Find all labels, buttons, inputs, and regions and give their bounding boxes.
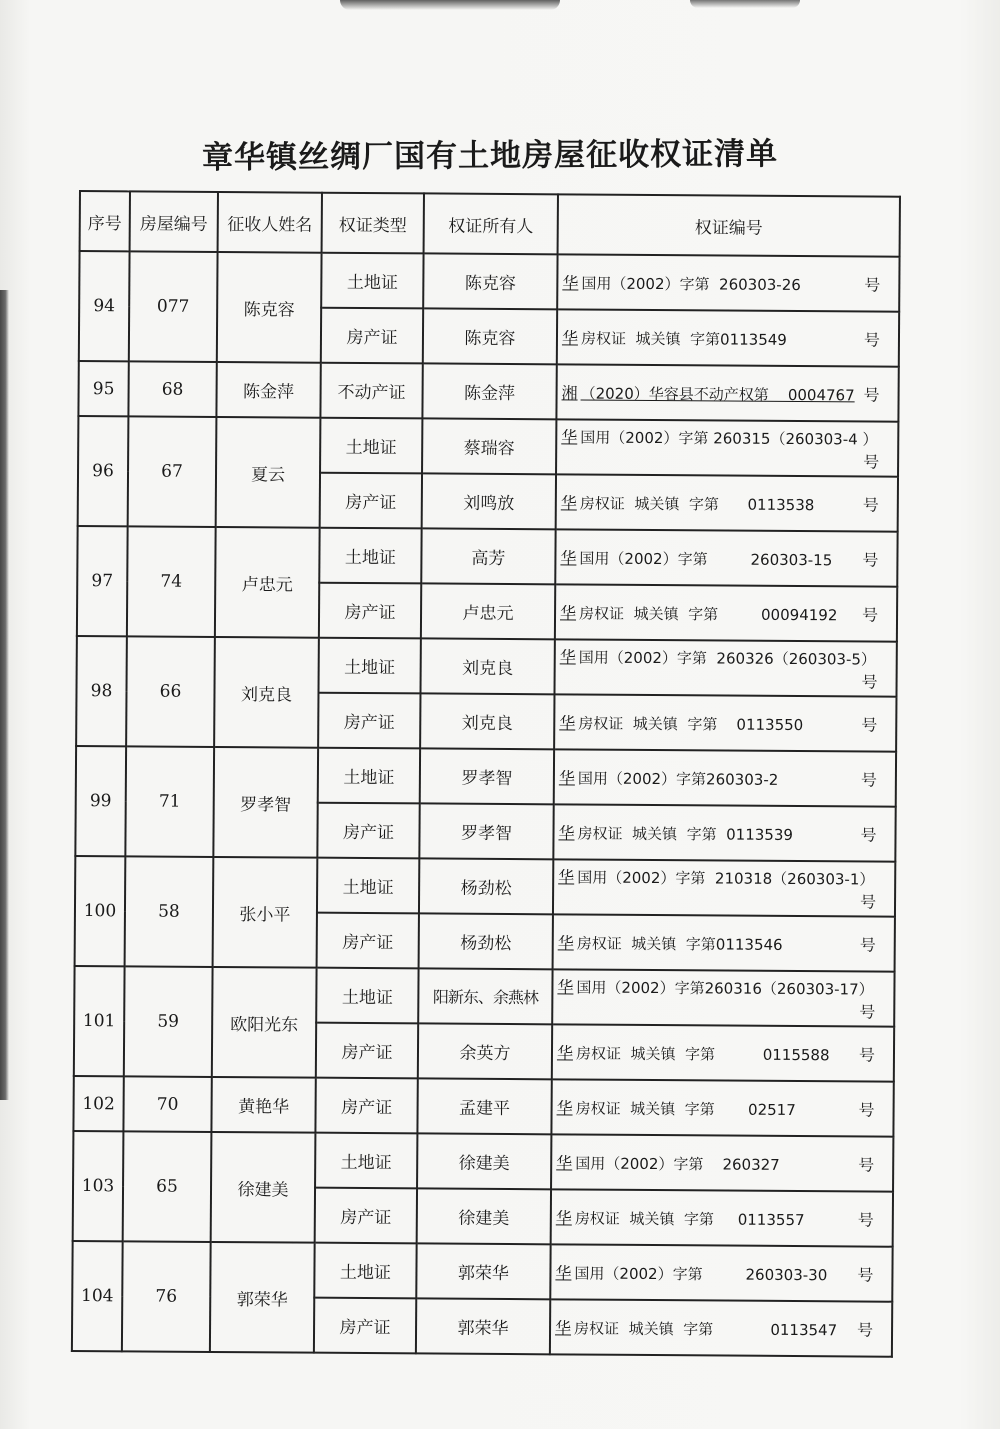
owner-cell: 杨劲松	[419, 913, 553, 969]
seq-cell: 96	[78, 416, 129, 526]
house-no-cell: 76	[122, 1241, 211, 1352]
owner-cell: 郭荣华	[416, 1298, 550, 1354]
cert-type-cell: 土地证	[314, 1243, 416, 1299]
cert-number-cell	[556, 419, 898, 476]
cert-number: 国用（2002）字第260303-2	[577, 769, 779, 789]
cert-type-cell: 土地证	[318, 748, 420, 804]
cert-prefix: 华	[557, 933, 574, 953]
cert-prefix: 华	[558, 823, 575, 843]
cert-number-cell	[551, 1189, 893, 1246]
cert-prefix: 华	[556, 1098, 573, 1118]
owner-cell: 郭荣华	[416, 1243, 550, 1299]
cert-suffix: 号	[858, 1100, 875, 1120]
name-cell: 罗孝智	[213, 747, 318, 858]
cert-number-cell	[554, 749, 896, 806]
cert-suffix: 号	[856, 1320, 874, 1340]
cert-number-cell	[551, 1079, 893, 1136]
house-no-cell: 68	[128, 361, 216, 417]
cert-type-cell: 土地证	[315, 1133, 417, 1189]
header-house-no: 房屋编号	[130, 191, 218, 252]
owner-cell: 高芳	[421, 528, 555, 584]
seq-cell: 104	[72, 1241, 123, 1351]
cert-type-cell: 房产证	[315, 1078, 417, 1134]
seq-cell: 103	[73, 1131, 124, 1241]
table-header-row	[80, 191, 900, 257]
cert-number: 房权证 城关镇 字第0113546	[576, 934, 783, 954]
cert-number: 国用（2002）字第 260315（260303-4 ）	[580, 428, 878, 449]
cert-number: 国用（2002）字第 260327	[575, 1154, 780, 1174]
scan-edge-shadow	[0, 290, 9, 1100]
table-row	[78, 416, 898, 477]
owner-cell: 孟建平	[417, 1078, 551, 1134]
cert-number-cell	[556, 364, 898, 421]
cert-prefix: 华	[555, 1208, 572, 1228]
owner-cell: 杨劲松	[419, 858, 553, 914]
cert-number-cell	[556, 474, 898, 531]
seq-cell: 99	[75, 746, 126, 856]
cert-prefix: 华	[558, 768, 575, 788]
owner-cell: 罗孝智	[420, 748, 554, 804]
cert-type-cell: 房产证	[314, 1298, 416, 1354]
cert-type-cell: 土地证	[318, 638, 420, 694]
cert-number: 房权证 城关镇 字第 00094192	[579, 604, 838, 625]
table-row	[73, 1076, 893, 1137]
owner-cell: 陈金萍	[422, 363, 556, 419]
seq-cell: 97	[77, 526, 128, 636]
owner-cell: 徐建美	[417, 1188, 551, 1244]
cert-number-cell	[553, 804, 895, 861]
owner-cell: 徐建美	[417, 1133, 551, 1189]
cert-prefix: 华	[559, 646, 576, 666]
cert-number-cell	[553, 859, 895, 916]
table-row	[76, 746, 896, 807]
owner-cell: 陈克容	[423, 308, 557, 364]
name-cell: 卢忠元	[215, 527, 320, 638]
cert-number: 国用（2002）字第 260326（260303-5）	[578, 648, 877, 669]
owner-cell: 卢忠元	[421, 583, 555, 639]
house-no-cell: 58	[125, 856, 214, 967]
table-row	[75, 856, 895, 917]
table-row	[78, 361, 898, 422]
cert-type-cell: 土地证	[316, 968, 418, 1024]
cert-number: 国用（2002）字第 260303-15	[579, 549, 833, 570]
house-no-cell: 70	[123, 1076, 211, 1132]
cert-type-cell: 土地证	[319, 528, 421, 584]
cert-type-cell: 房产证	[319, 583, 421, 639]
house-no-cell: 74	[127, 526, 216, 637]
header-cert-no: 权证编号	[558, 194, 900, 256]
seq-cell: 102	[73, 1076, 123, 1131]
owner-cell: 余英方	[418, 1023, 552, 1079]
cert-prefix: 华	[560, 493, 577, 513]
name-cell: 刘克良	[214, 637, 319, 748]
table-row	[72, 1241, 892, 1302]
cert-number-cell	[554, 694, 896, 751]
cert-type-cell: 土地证	[320, 418, 422, 474]
cert-prefix: 华	[555, 1318, 572, 1338]
cert-number-cell	[551, 1134, 893, 1191]
cert-type-cell: 不动产证	[320, 363, 422, 419]
cert-number: 房权证 城关镇 字第 0113550	[578, 714, 804, 735]
owner-cell: 刘克良	[420, 638, 554, 694]
cert-number-cell	[552, 1024, 894, 1081]
cert-suffix: 号	[862, 550, 879, 570]
table-row	[79, 251, 899, 312]
cert-type-cell: 土地证	[317, 858, 419, 914]
owner-cell: 刘鸣放	[422, 473, 556, 529]
cert-prefix: 华	[555, 1263, 572, 1283]
cert-suffix: 号	[863, 451, 880, 472]
cert-number-cell	[554, 639, 896, 696]
cert-number-cell	[552, 969, 894, 1026]
table-row	[77, 526, 897, 587]
owner-cell: 刘克良	[420, 693, 554, 749]
name-cell: 陈金萍	[216, 362, 320, 418]
cert-number-cell	[550, 1299, 892, 1356]
cert-prefix: 华	[558, 866, 575, 886]
cert-number: 房权证 城关镇 字第 0113557	[574, 1209, 805, 1230]
table-row	[77, 636, 897, 697]
cert-type-cell: 土地证	[321, 253, 423, 309]
cert-suffix: 号	[858, 1155, 875, 1175]
cert-suffix: 号	[861, 671, 878, 692]
cert-suffix: 号	[861, 605, 879, 625]
owner-cell: 阳新东、余燕林	[418, 968, 552, 1024]
cert-number: 国用（2002）字第 260303-26	[581, 274, 801, 295]
cert-number: 房权证 城关镇 字第 0115588	[575, 1044, 830, 1065]
seq-cell: 94	[79, 251, 130, 361]
house-no-cell: 65	[123, 1131, 212, 1242]
seq-cell: 100	[75, 856, 126, 966]
cert-suffix: 号	[862, 495, 879, 515]
cert-prefix: 华	[559, 603, 577, 623]
header-cert-type: 权证类型	[322, 193, 424, 254]
scan-smudge	[340, 0, 560, 10]
cert-number-cell	[553, 914, 895, 971]
scan-smudge	[690, 0, 800, 8]
cert-prefix: 华	[559, 713, 576, 733]
house-no-cell: 077	[129, 251, 218, 362]
cert-number-cell	[555, 529, 897, 586]
cert-suffix: 号	[859, 935, 876, 955]
name-cell: 郭荣华	[210, 1242, 315, 1353]
cert-suffix: 号	[860, 825, 877, 845]
name-cell: 黄艳华	[211, 1077, 315, 1133]
certificate-table-wrapper	[71, 190, 901, 1358]
cert-type-cell: 房产证	[317, 913, 419, 969]
cert-number: 国用（2002）字第 210318（260303-1）	[577, 867, 875, 889]
seq-cell: 101	[74, 966, 125, 1076]
cert-number: （2020）华容县不动产权第 0004767	[580, 384, 855, 405]
cert-type-cell: 房产证	[318, 693, 420, 749]
name-cell: 徐建美	[211, 1132, 316, 1243]
name-cell: 张小平	[213, 857, 318, 968]
cert-prefix: 华	[560, 548, 577, 568]
name-cell: 欧阳光东	[212, 967, 317, 1078]
house-no-cell: 66	[126, 636, 215, 747]
table-row	[74, 966, 894, 1027]
cert-number: 房权证 城关镇 字第 0113538	[579, 494, 815, 515]
cert-type-cell: 房产证	[315, 1188, 417, 1244]
house-no-cell: 59	[124, 966, 213, 1077]
cert-number: 房权证 城关镇 字第 02517	[575, 1099, 796, 1120]
house-no-cell: 71	[125, 746, 214, 857]
owner-cell: 蔡瑞容	[422, 418, 556, 474]
cert-suffix: 号	[858, 1045, 876, 1065]
name-cell: 夏云	[216, 417, 321, 528]
cert-suffix: 号	[863, 330, 881, 350]
cert-suffix: 号	[861, 715, 878, 735]
cert-type-cell: 房产证	[317, 803, 419, 859]
seq-cell: 98	[76, 636, 127, 746]
owner-cell: 罗孝智	[419, 803, 553, 859]
header-name: 征收人姓名	[218, 192, 322, 253]
cert-number: 国用（2002）字第260316（260303-17）	[576, 977, 874, 999]
cert-suffix: 号	[860, 770, 877, 790]
cert-suffix: 号	[859, 1001, 876, 1022]
cert-suffix: 号	[857, 1265, 874, 1285]
header-seq: 序号	[80, 191, 130, 251]
cert-suffix: 号	[859, 891, 877, 912]
cert-suffix: 号	[863, 385, 880, 405]
cert-suffix: 号	[864, 275, 881, 295]
cert-prefix: 华	[556, 1043, 574, 1063]
cert-prefix: 华	[562, 273, 579, 293]
header-owner: 权证所有人	[424, 193, 558, 254]
cert-prefix: 华	[557, 976, 574, 996]
cert-number-cell	[557, 254, 899, 311]
cert-type-cell: 房产证	[321, 308, 423, 364]
cert-prefix: 华	[561, 328, 579, 348]
cert-number: 房权证 城关镇 字第 0113547	[574, 1319, 838, 1340]
document-title: 章华镇丝绸厂国有土地房屋征收权证清单	[201, 135, 779, 177]
house-no-cell: 67	[128, 416, 217, 527]
cert-suffix: 号	[857, 1210, 874, 1230]
seq-cell: 95	[78, 361, 128, 416]
cert-number: 房权证 城关镇 字第 0113539	[577, 824, 794, 844]
certificate-table	[71, 190, 901, 1358]
table-row	[73, 1131, 893, 1192]
cert-number: 房权证 城关镇 字第0113549	[580, 329, 787, 349]
cert-number-cell	[557, 309, 899, 366]
owner-cell: 陈克容	[423, 253, 557, 309]
cert-prefix: 湘	[561, 383, 578, 403]
cert-type-cell: 房产证	[316, 1023, 418, 1079]
cert-number-cell	[555, 584, 897, 641]
name-cell: 陈克容	[217, 252, 322, 363]
cert-number: 国用（2002）字第 260303-30	[574, 1264, 828, 1285]
cert-prefix: 华	[561, 426, 578, 446]
cert-number-cell	[550, 1244, 892, 1301]
cert-prefix: 华	[556, 1153, 573, 1173]
cert-type-cell: 房产证	[320, 473, 422, 529]
